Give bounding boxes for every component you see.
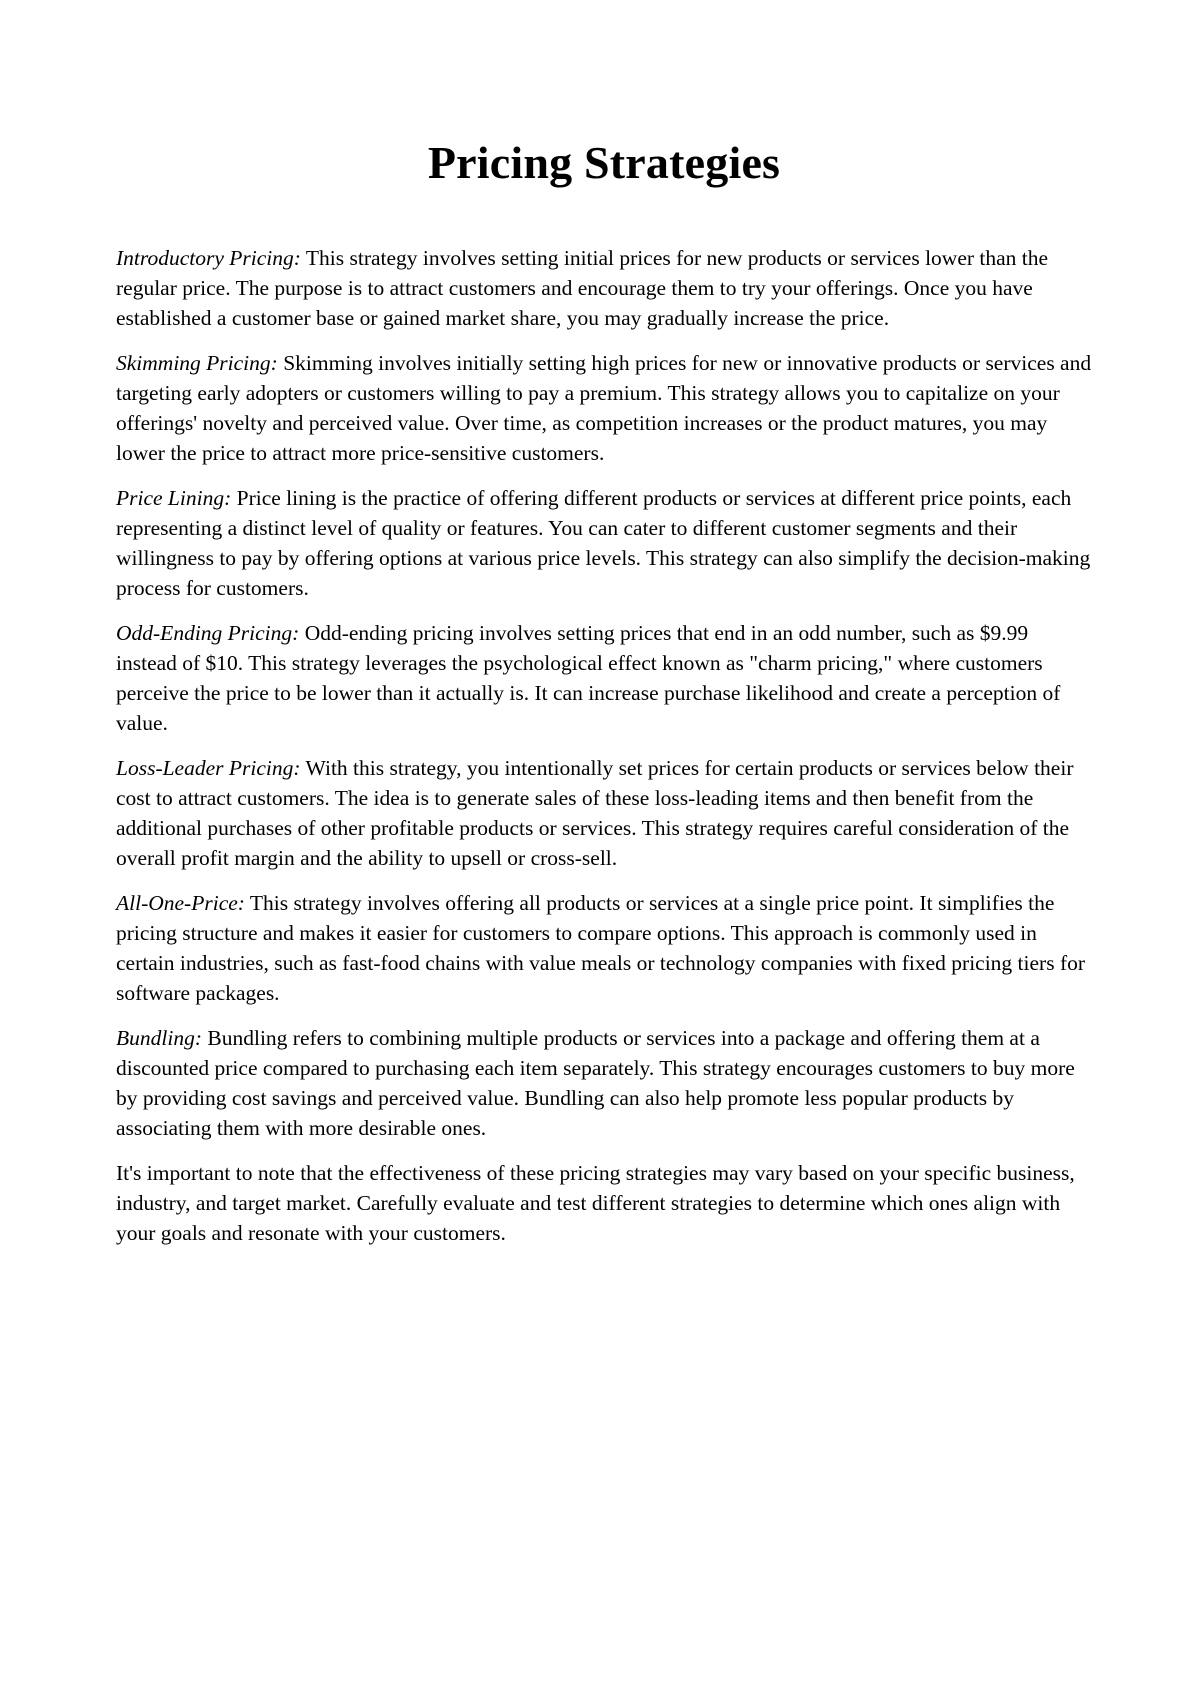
term-introductory-pricing: Introductory Pricing: (116, 245, 301, 270)
document-body (116, 243, 1092, 1248)
paragraph-introductory-pricing (116, 243, 1092, 333)
description-all-one-price: This strategy involves offering all products or services at a single price point. It simplifies the pricing structure and makes it easier for customers to compare options. This approach is commonly used in certain industries, such as fast-food chains with value meals or technology companies with fixed pricing tiers for software packages. (116, 890, 1086, 1005)
description-bundling: Bundling refers to combining multiple products or services into a package and offering them at a discounted price compared to purchasing each item separately. This strategy encourages customers to buy more by providing cost savings and perceived value. Bundling can also help promote less popular products by associating them with more desirable ones. (116, 1025, 1075, 1140)
description-skimming-pricing: Skimming involves initially setting high prices for new or innovative products or services and targeting early adopters or customers willing to pay a premium. This strategy allows you to capitalize on your offerings' novelty and perceived value. Over time, as competition increases or the product matures, you may lower the price to attract more price-sensitive customers. (116, 350, 1092, 465)
description-loss-leader-pricing: With this strategy, you intentionally set prices for certain products or services below their cost to attract customers. The idea is to generate sales of these loss-leading items and then benefit from the additional purchases of other profitable products or services. This strategy requires careful consideration of the overall profit margin and the ability to upsell or cross-sell. (116, 755, 1074, 870)
term-price-lining: Price Lining: (116, 485, 232, 510)
description-introductory-pricing: This strategy involves setting initial prices for new products or services lower than the regular price. The purpose is to attract customers and encourage them to try your offerings. Once you have established a customer base or gained market share, you may gradually increase the price. (116, 245, 1049, 330)
term-odd-ending-pricing: Odd-Ending Pricing: (116, 620, 300, 645)
term-skimming-pricing: Skimming Pricing: (116, 350, 278, 375)
term-loss-leader-pricing: Loss-Leader Pricing: (116, 755, 301, 780)
paragraph-all-one-price (116, 888, 1092, 1008)
paragraph-skimming-pricing (116, 348, 1092, 468)
paragraph-price-lining (116, 483, 1092, 603)
paragraph-bundling (116, 1023, 1092, 1143)
description-price-lining: Price lining is the practice of offering different products or services at different price points, each representing a distinct level of quality or features. You can cater to different customer segments and their willingness to pay by offering options at various price levels. This strategy can also simplify the decision-making process for customers. (116, 485, 1091, 600)
closing-paragraph: It's important to note that the effectiveness of these pricing strategies may vary based on your specific business, industry, and target market. Carefully evaluate and test different strategies to determine which ones align with your goals and resonate with your customers. (116, 1160, 1075, 1245)
paragraph-loss-leader-pricing (116, 753, 1092, 873)
page-title: Pricing Strategies (427, 137, 781, 188)
paragraph-odd-ending-pricing (116, 618, 1092, 738)
term-all-one-price: All-One-Price: (116, 890, 245, 915)
description-odd-ending-pricing: Odd-ending pricing involves setting prices that end in an odd number, such as $9.99 instead of $10. This strategy leverages the psychological effect known as "charm pricing," where customers perceive the price to be lower than it actually is. It can increase purchase likelihood and create a perception of value. (116, 620, 1061, 735)
term-bundling: Bundling: (116, 1025, 202, 1050)
